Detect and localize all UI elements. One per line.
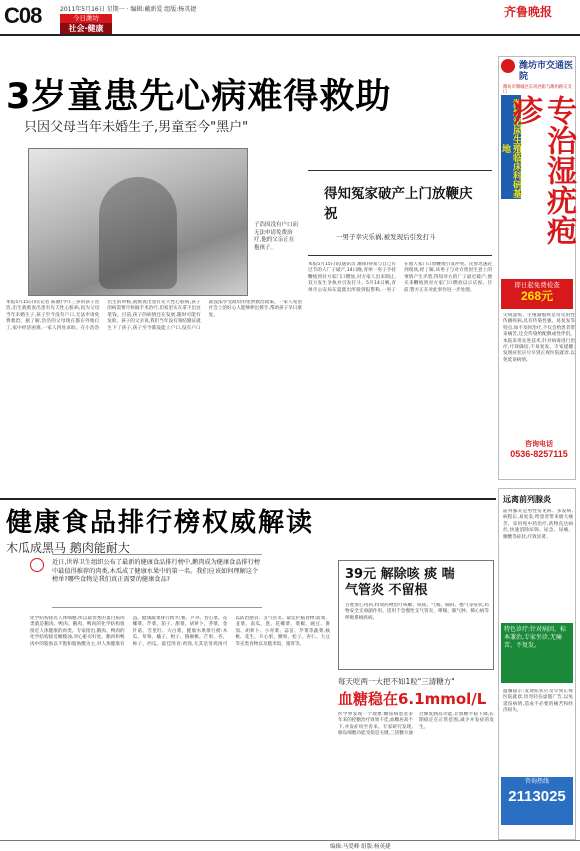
ad-price: 268元 [520,289,554,303]
article-subhead: 一男子幸灾乐祸,被发现后引发打斗 [336,233,436,241]
section-title: 社会·健康 [60,23,112,34]
article-subhead: 只因父母当年未婚生子,男童至今"黑户" [24,120,249,135]
article-body: 本报5月15日讯(通讯员 潘锋)得知与自己有过节的人厂子破产,14日晚,青州一男子手持鞭炮到对方家门口燃放,对方家人出来制止,双方发生争执并引发打斗。5月14日晚,青州市公安局东夏派出所接到报警称,一男子在他人家门口放鞭炮引发冲突。民警迅速赶到现场,经了解,该男子与对方曾因生意上的事情产生矛盾,得知对方的厂子最近破产,便买来鞭炮到对方家门口燃放以示庆祝。目前,警方正在对此事作进一步处理。 [308,262,492,293]
article-body: 化学结构接近人体细胞,所以最优秀的蛋白质肉类就是鹅肉、鸭肉。鹅肉、鸭肉的化学结构很接近人体健康的肉类。专家指出,鹅肉、鸭肉的化学结构接近橄榄油,对心脏有好处。鹅肉和鸭肉中的脂肪以不饱和脂肪酸为主,对人体健康有益。健康蔬菜排行榜:红薯、芦笋、卷心菜、花椰菜、芹菜、茄子、甜菜、胡萝卜、荠菜、金针菇、雪里红、大白菜。健康水果排行榜:木瓜、草莓、橘子、柑子、猕猴桃、芒果、杏、柿子、西瓜。最佳汤食:鸡汤,尤其是母鸡汤可以防治感冒、支气管炎。最佳护脑食物:菠菜、韭菜、南瓜、葱、花椰菜、菜椒、豌豆、番茄、胡萝卜、小青菜、蒜苗、芹菜等蔬菜,核桃、花生、开心果、腰果、松子、杏仁、大豆等壳类食物以及糙米饭、猪肝等。 [30,616,330,647]
ad-banner: 潍坊泌尿生殖临床科研基地 [501,95,521,199]
ad-title: 39元 解除咳 痰 喘 [345,567,455,582]
ad-phone-box[interactable] [501,777,573,825]
ad-phone[interactable]: 0536-8257115 [510,449,568,459]
dateline: 2011年5月16日 星期一 · 编辑:戴新爱 组版:杨英捷 [60,6,197,13]
brand-logo: 齐鲁晚报 [504,5,553,19]
article-headline: 健康食品排行榜权威解读 [6,508,315,538]
masthead [0,0,580,36]
medicine-ad[interactable] [338,560,494,670]
ad-big-title: 专治湿疣疱疹 [507,95,576,245]
hospital-address: 潍坊市潍城区东风西街与潍州路交叉口 [503,85,572,95]
article-subhead: 木瓜成黑马 鹅肉能耐大 [6,541,130,555]
hospital-ad[interactable] [498,56,576,480]
footer [0,840,580,851]
article-body: 本报5月15日讯(记者 陈渤)今年三岁的孩子浩浩,出生就被查出患有先天性心脏病,因为父母当年未婚生子,孩子至今没有户口,无法申请免费救治。据了解,浩浩的父母现在都在外地打工,家中经济困难,一家人四处求助。在小浩浩出生的时候,就被查出患有先天性心脏病,孩子的病需要尽快做手术治疗,但家里实在拿不出这笔钱。目前,孩子的病情还在发展,随时可能有危险。孩子的父亲说,我们当年没有领结婚证就生下了孩子,孩子至今都没能上户口,没有户口就没法享受政府的免费救治政策。一家人希望社会上的好心人能够伸出援手,帮助孩子早日康复。 [6,300,302,331]
article-box-head [314,172,492,250]
ad-offer [501,279,573,309]
article-intro-text: 近日,世界卫生组织公布了最新的健康食品排行榜中,鹅肉成为健康食品排行榜中最值得推荐的肉类,木瓜成了健康水果中的第一名。我们应该如何理解这个榜单?哪些食物是我们真正需要的健康食品? [52,559,261,584]
photo-caption: 子浩因没有户口而无法申请免费治疗,他的父亲正在抱孩子。 [254,222,299,251]
ad-phone-label: 咨询热线 [524,778,549,785]
ad-feature-box: 特色诊疗:针对病因、标本兼治,专家坐诊,无痛苦、不复发。 [501,623,573,683]
ad-title: 远离前列腺炎 [503,495,551,504]
hospital-logo-icon [501,59,515,73]
ad-body: 百姓放心用药,特效药物治疗咳嗽、咳痰、气喘、胸闷、憋气等症状,药物安全无毒副作用。适用于急慢性支气管炎、哮喘、肺气肿、肺心病等呼吸系统疾病。 [345,603,489,621]
hospital-name: 潍坊市交通医院 [519,61,574,82]
article-photo [28,148,248,296]
ad-body: 尖锐湿疣、生殖器疱疹是常见的性传播疾病,具有传染性强、易复发等特点,如不及时治疗,不仅会给患者带来痛苦,还会传染给配偶或性伴侣。本院采用先进技术,针对病毒进行治疗,疗效确切,不易复发。专家提醒:发现症状应尽早到正规医院就诊,以免延误病情。 [503,313,575,363]
page-number: C08 [4,3,42,28]
decor-circle-icon [30,558,44,572]
ad-phone-label: 咨询电话 [525,440,553,448]
article-intro [52,554,262,608]
ad-body: 温馨提示:发现症状应及早到正规医院就诊,切勿轻信虚假广告,以免延误病情,造成不必要的痛苦和经济损失。 [503,689,573,714]
ad-title: 气管炎 不留根 [345,583,428,598]
footer-editor: 编辑:马爱峰 组版:杨英捷 [330,844,391,850]
article-headline: 得知冤家破产上门放鞭庆祝 [324,186,473,222]
ad-offer-text: 即日起免费检查 [514,281,560,289]
ad-body: 医学界发现一个现象:糖尿病患者多年来的控糖治疗效果不佳,血糖居高不下,并发症纷至沓来。专家研究发现,胰岛细胞功能受损是关键,三清糖方通过修复胰岛功能,让血糖平稳下降,长期稳定在正常范围,减少并发症的发生。 [338,712,494,737]
section-label: 今日潍坊 [60,14,112,23]
ad-body: 前列腺炎是男性常见病、多发病,病程长,易复发,给患者带来极大痛苦。采用纯中药治疗,药物直达病灶,快速消除尿频、尿急、尿痛、腰酸等症状,疗效显著。 [503,509,573,540]
ad-subtitle: 每天吃两一大把不如1粒"三清糖方" [338,677,455,686]
divider [0,498,496,500]
ad-phone[interactable]: 2113025 [508,788,566,805]
article-headline: 3岁童患先心病难得救助 [6,77,392,117]
clinic-ad[interactable] [498,488,576,840]
ad-big-title: 血糖稳在6.1mmol/L [338,690,487,708]
